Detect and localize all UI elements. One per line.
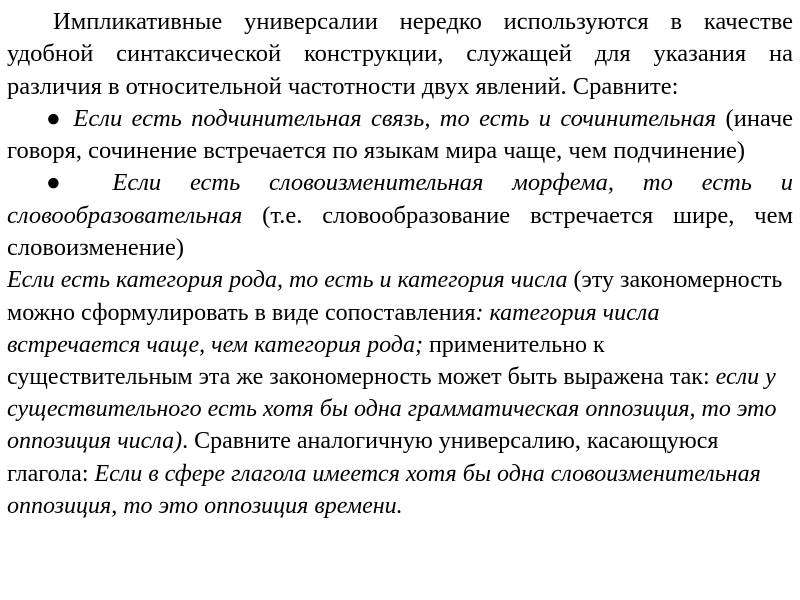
bullet-marker-2: ● (46, 169, 84, 197)
bullet-item-subordination (7, 103, 793, 168)
gender-italic-1: Если есть категория рода, то есть и категория числа (7, 267, 568, 294)
gender-plain-3: . Сравните аналогичную универсалию, касающуюся глагола: (7, 428, 719, 487)
bullet-2-italic: Если есть словоизменительная морфема, то есть и словообразовательная (7, 169, 794, 229)
gender-italic-4: Если в сфере глагола имеется хотя бы одна словоизменительная оппозиция, то это оппозиция времени. (7, 460, 761, 519)
bullet-1-italic: Если есть подчинительная связь, то есть и сочинительная (73, 104, 717, 132)
gender-plain-2: применительно к существительным эта же закономерность может быть выражена так: (7, 331, 716, 390)
gender-italic-3: если у существительного есть хотя бы одна грамматическая оппозиция, то это оппозиция числа) (7, 363, 777, 455)
bullet-2-plain: (т.е. словообразование встречается шире, чем словоизменение) (7, 201, 793, 262)
bullet-item-morpheme (7, 167, 793, 264)
gender-number-paragraph (7, 264, 793, 522)
gender-plain-1: (эту закономерность можно сформулировать в виде сопоставления (7, 267, 783, 326)
intro-paragraph (7, 6, 793, 103)
bullet-1-plain: (иначе говоря, сочинение встречается по языкам мира чаще, чем подчинение) (7, 104, 794, 165)
bullet-marker-1: ● (46, 104, 65, 132)
intro-text: Импликативные универсалии нередко используются в качестве удобной синтаксической конструкции, служащей для указания на различия в относительной частотности двух явлений. Сравните: (7, 8, 793, 100)
gender-colon: : (475, 299, 484, 326)
gender-italic-2: категория числа встречается чаще, чем категория рода; (7, 299, 660, 358)
